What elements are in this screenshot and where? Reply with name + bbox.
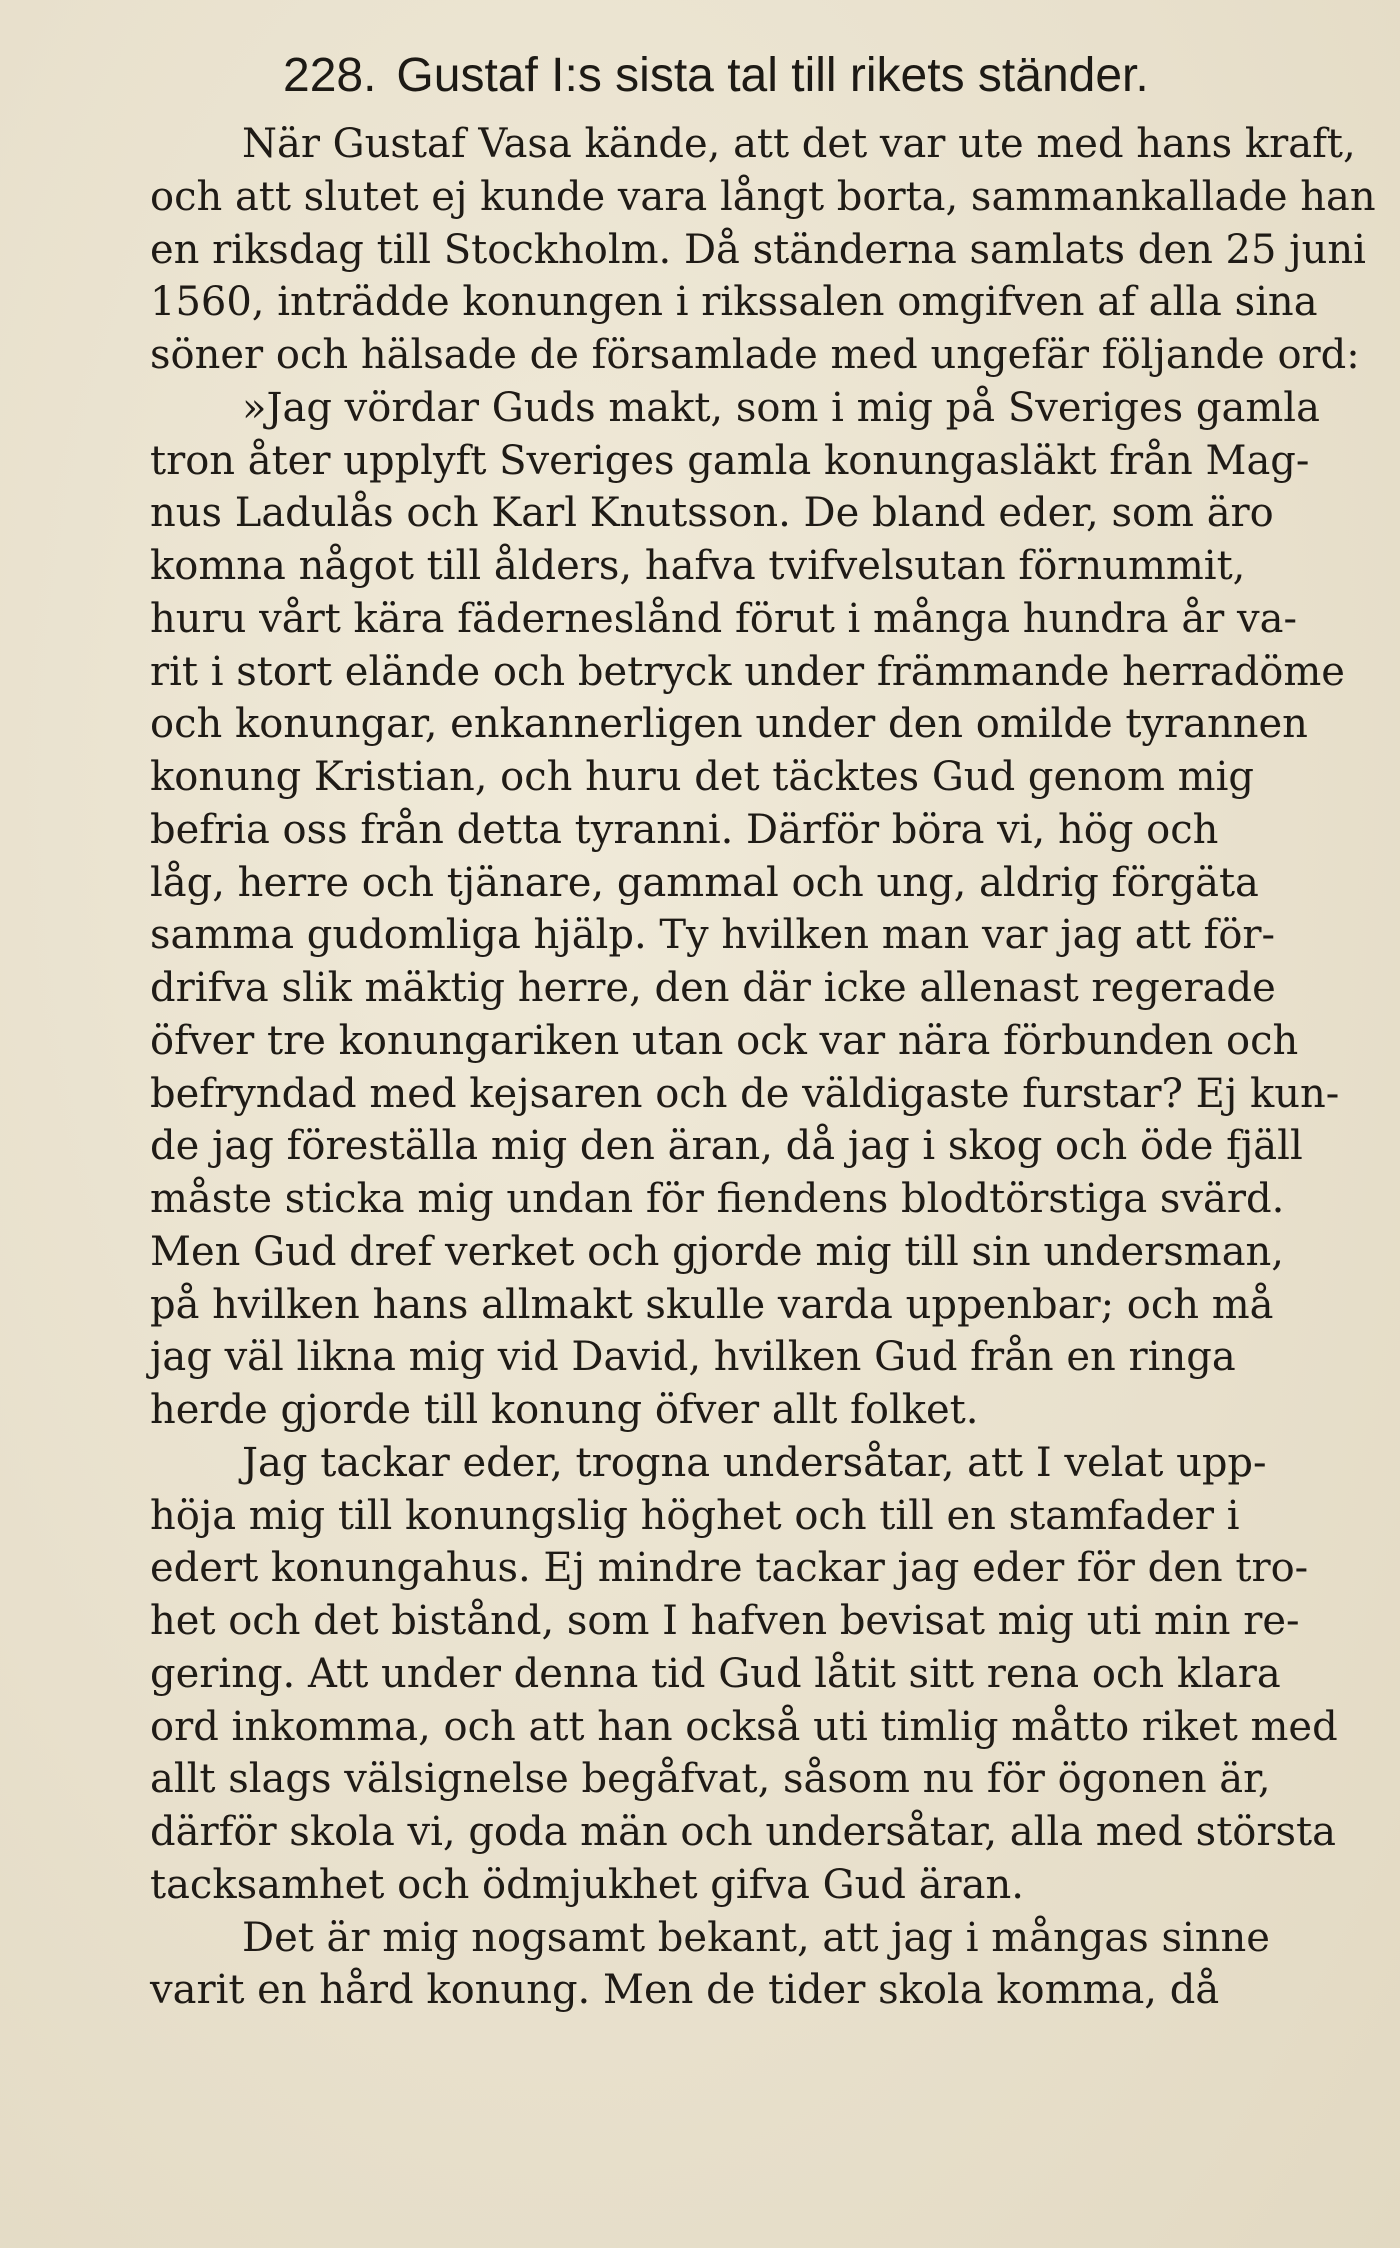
section-number: 228. xyxy=(283,49,377,102)
text-line: de jag föreställa mig den äran, då jag i skog och öde fjäll xyxy=(150,1123,1303,1170)
text-line: tacksamhet och ödmjukhet gifva Gud äran. xyxy=(150,1861,1024,1908)
section-heading xyxy=(283,44,1149,108)
text-line: en riksdag till Stockholm. Då ständerna samlats den 25 juni xyxy=(150,226,1366,273)
text-line: måste sticka mig undan för fiendens blodtörstiga svärd. xyxy=(150,1176,1285,1222)
text-line: »Jag vördar Guds makt, som i mig på Sveriges gamla xyxy=(242,384,1320,431)
text-line: öfver tre konungariken utan ock var nära förbunden och xyxy=(150,1017,1299,1064)
text-line: söner och hälsade de församlade med ungefär följande ord: xyxy=(150,332,1360,378)
text-line: gering. Att under denna tid Gud låtit sitt rena och klara xyxy=(150,1650,1281,1697)
text-line: på hvilken hans allmakt skulle varda uppenbar; och må xyxy=(150,1281,1274,1328)
text-line: tron åter upplyft Sveriges gamla konungasläkt från Mag- xyxy=(150,437,1310,484)
text-line: samma gudomliga hjälp. Ty hvilken man var jag att för- xyxy=(150,912,1276,959)
text-line: het och det bistånd, som I hafven bevisat mig uti min re- xyxy=(150,1598,1300,1644)
text-line: konung Kristian, och huru det täcktes Gud genom mig xyxy=(150,754,1254,800)
text-line: huru vårt kära fäderneslånd förut i många hundra år va- xyxy=(150,595,1297,642)
text-line: befria oss från detta tyranni. Därför böra vi, hög och xyxy=(150,806,1219,853)
text-line: drifva slik mäktig herre, den där icke allenast regerade xyxy=(150,965,1276,1011)
body-text xyxy=(150,118,1400,2017)
text-line: herde gjorde till konung öfver allt folket. xyxy=(150,1387,979,1433)
text-line: Jag tackar eder, trogna undersåtar, att I velat upp- xyxy=(242,1439,1267,1486)
text-line: Men Gud dref verket och gjorde mig till sin undersman, xyxy=(150,1228,1285,1275)
text-line: rit i stort elände och betryck under främmande herradöme xyxy=(150,648,1345,695)
text-line: komna något till ålders, hafva tvifvelsutan förnummit, xyxy=(150,543,1246,589)
text-line: befryndad med kejsaren och de väldigaste furstar? Ej kun- xyxy=(150,1070,1340,1117)
text-line: allt slags välsignelse begåfvat, såsom nu för ögonen är, xyxy=(150,1756,1271,1803)
text-line: därför skola vi, goda män och undersåtar, alla med största xyxy=(150,1809,1336,1855)
text-line: Det är mig nogsamt bekant, att jag i mångas sinne xyxy=(242,1914,1270,1961)
text-line: höja mig till konungslig höghet och till en stamfader i xyxy=(150,1492,1240,1539)
text-line: jag väl likna mig vid David, hvilken Gud från en ringa xyxy=(150,1334,1236,1381)
text-line: och att slutet ej kunde vara långt borta, sammankallade han xyxy=(150,173,1376,220)
text-line: 1560, inträdde konungen i rikssalen omgifven af alla sina xyxy=(150,279,1318,326)
text-line: låg, herre och tjänare, gammal och ung, aldrig förgäta xyxy=(150,859,1259,906)
text-line: nus Ladulås och Karl Knutsson. De bland eder, som äro xyxy=(150,490,1274,537)
text-line: varit en hård konung. Men de tider skola komma, då xyxy=(150,1967,1220,2014)
text-line: edert konungahus. Ej mindre tackar jag eder för den tro- xyxy=(150,1545,1309,1592)
section-title: Gustaf I:s sista tal till rikets ständer. xyxy=(396,49,1149,102)
text-line: och konungar, enkannerligen under den omilde tyrannen xyxy=(150,701,1308,748)
text-line: ord inkomma, och att han också uti timlig måtto riket med xyxy=(150,1703,1338,1750)
text-line: När Gustaf Vasa kände, att det var ute med hans kraft, xyxy=(242,121,1356,167)
